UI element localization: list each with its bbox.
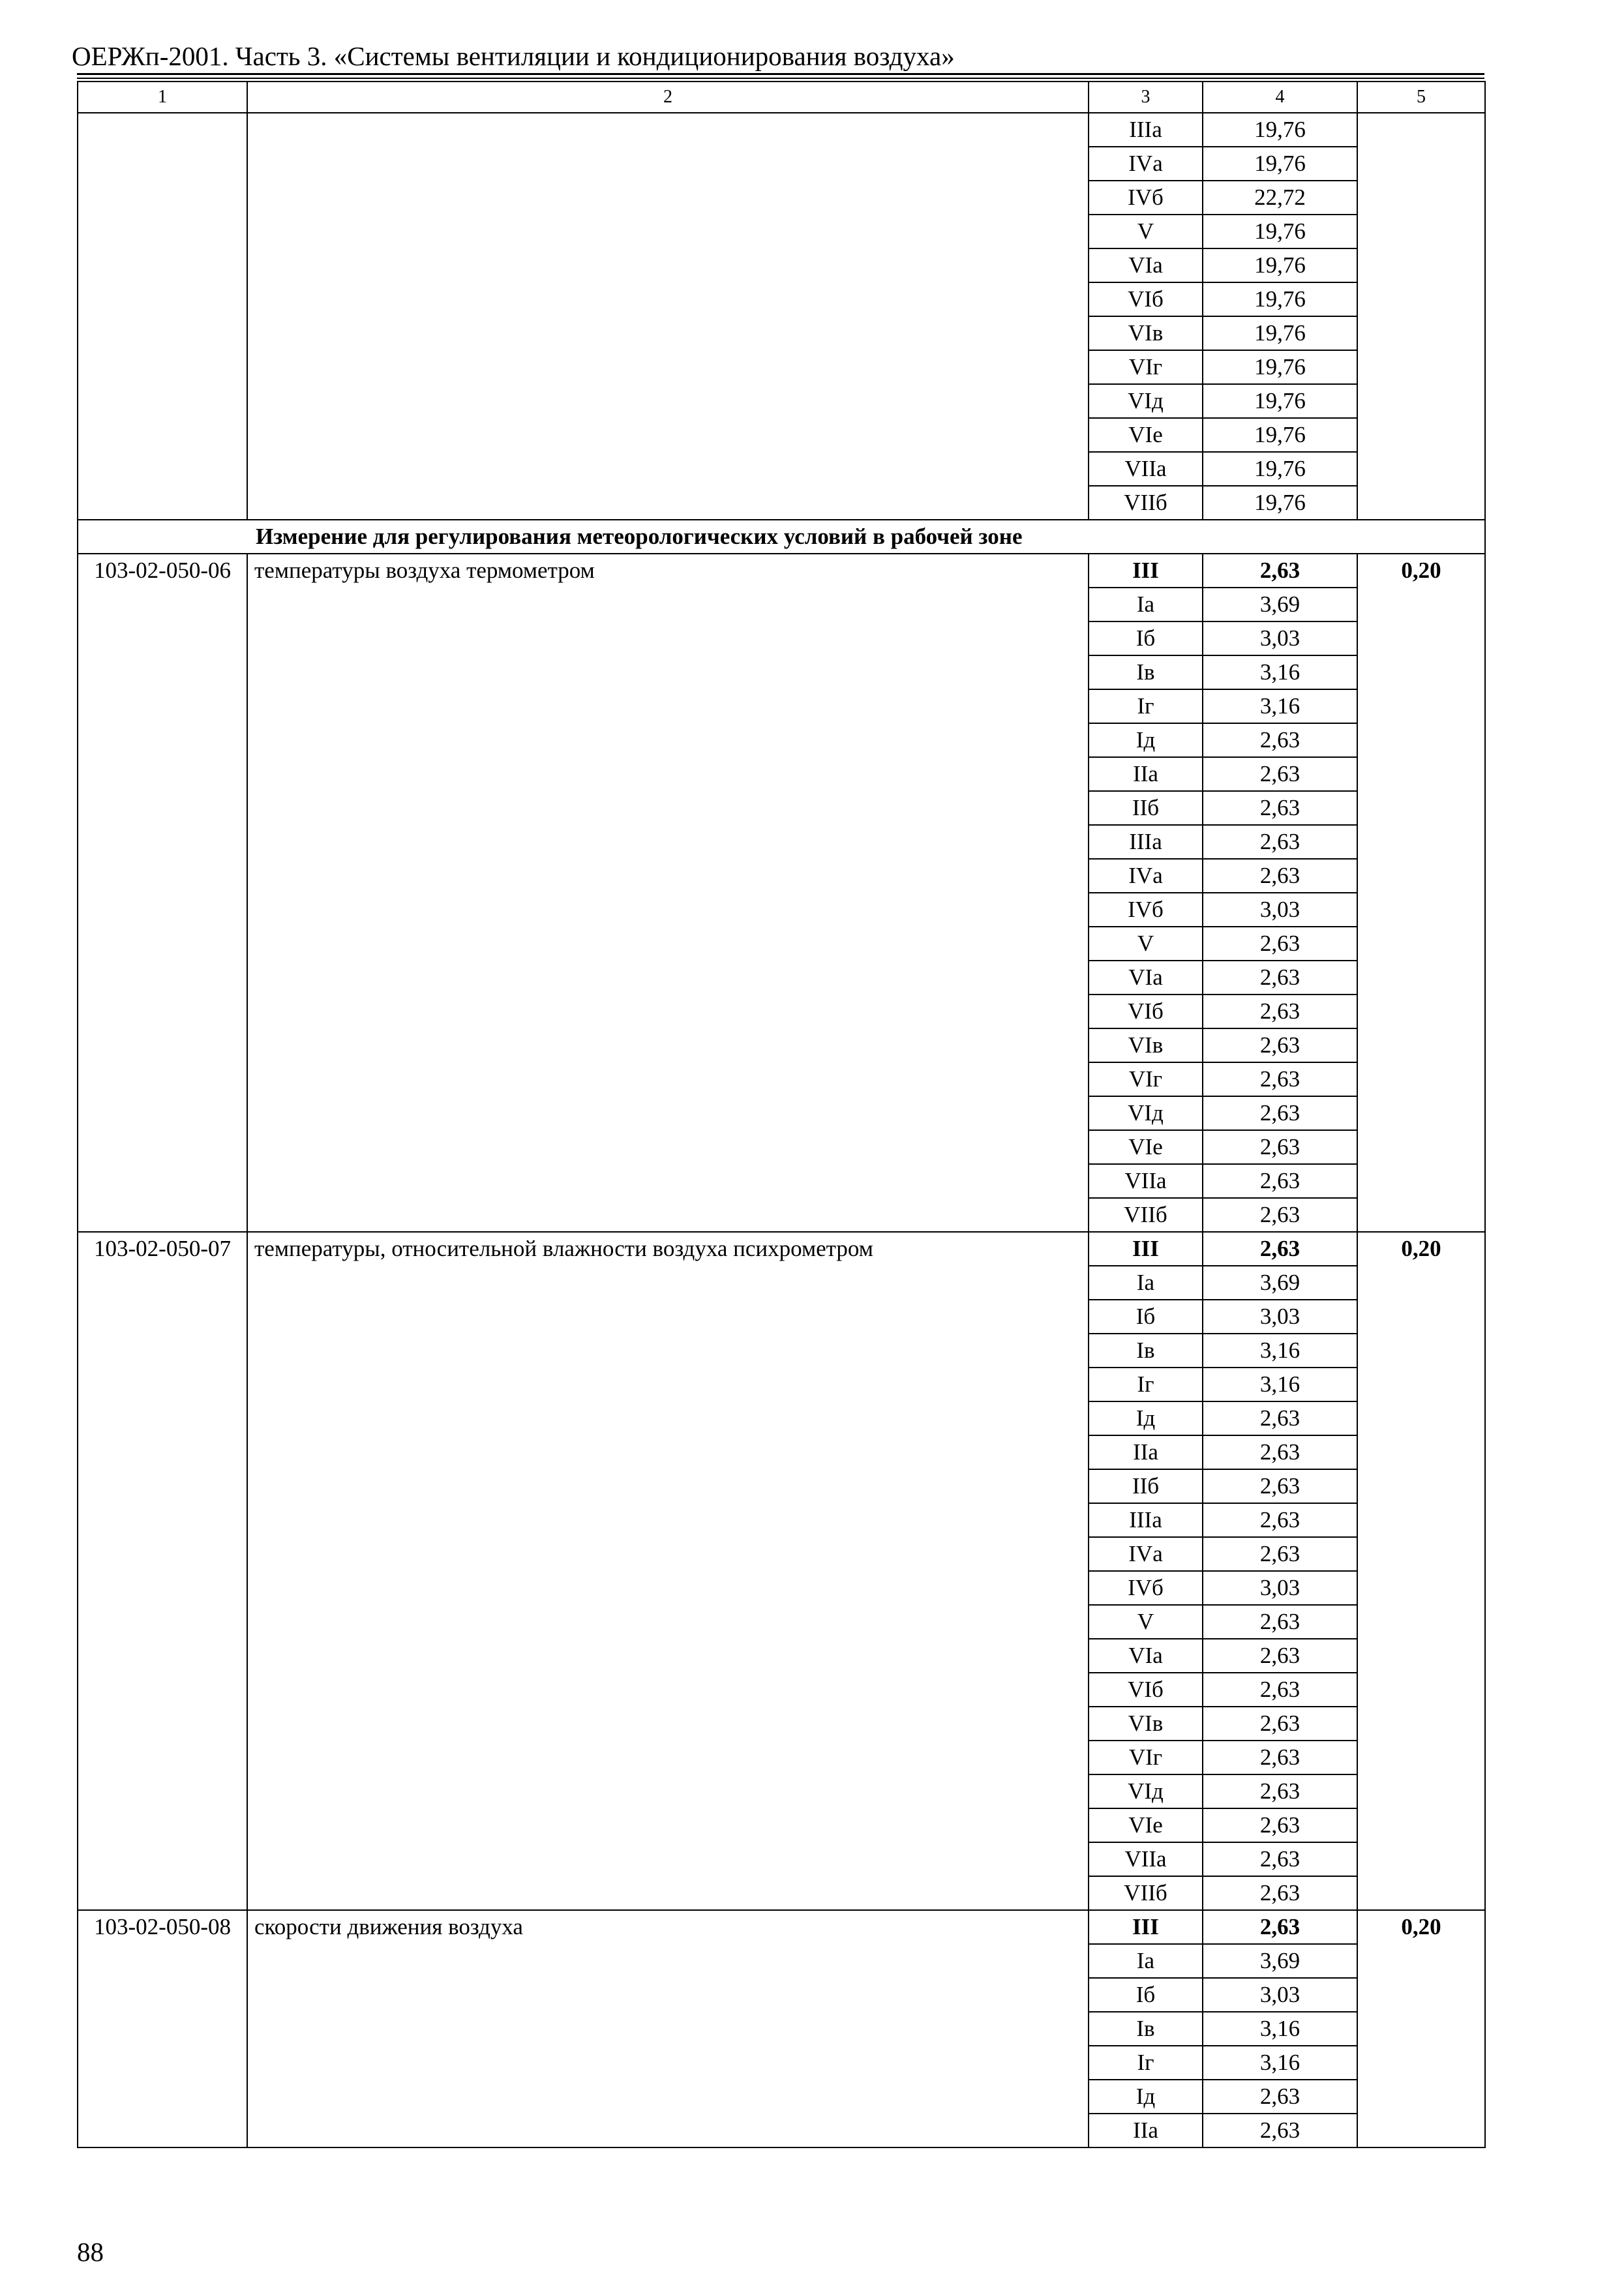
value-cell: 2,63 [1203, 995, 1357, 1028]
zone-cell: Iв [1089, 655, 1203, 689]
page-number: 88 [77, 2237, 104, 2267]
zone-cell: Iа [1089, 1944, 1203, 1978]
value-cell: 2,63 [1203, 1910, 1357, 1944]
coefficient-cell: 0,20 [1357, 1910, 1485, 2147]
zone-cell: IVб [1089, 893, 1203, 927]
zone-cell: III [1089, 1232, 1203, 1266]
zone-cell: VIб [1089, 995, 1203, 1028]
value-cell: 19,76 [1203, 316, 1357, 350]
zone-cell: IVа [1089, 1537, 1203, 1571]
zone-cell: VIг [1089, 350, 1203, 384]
value-cell: 19,76 [1203, 147, 1357, 181]
value-cell: 2,63 [1203, 1096, 1357, 1130]
description-cell: скорости движения воздуха [247, 1910, 1089, 2147]
value-cell: 2,63 [1203, 961, 1357, 995]
zone-cell: IIIа [1089, 825, 1203, 859]
zone-cell: VIе [1089, 1808, 1203, 1842]
value-cell: 19,76 [1203, 282, 1357, 316]
zone-cell: VIIа [1089, 452, 1203, 486]
zone-cell: VIв [1089, 1028, 1203, 1062]
value-cell: 2,63 [1203, 1130, 1357, 1164]
code-cell: 103-02-050-08 [78, 1910, 247, 2147]
value-cell: 2,63 [1203, 1537, 1357, 1571]
value-cell: 19,76 [1203, 384, 1357, 418]
value-cell: 2,63 [1203, 859, 1357, 893]
header-rule [77, 78, 1484, 79]
zone-cell: VIг [1089, 1062, 1203, 1096]
zone-cell: VIа [1089, 961, 1203, 995]
value-cell: 19,76 [1203, 113, 1357, 147]
value-cell: 2,63 [1203, 927, 1357, 961]
zone-cell: Iд [1089, 723, 1203, 757]
value-cell: 2,63 [1203, 1808, 1357, 1842]
page-header-title: ОЕРЖп-2001. Часть 3. «Системы вентиляции и кондиционирования воздуха» [72, 41, 955, 71]
section-row [78, 520, 1485, 554]
value-cell: 3,03 [1203, 893, 1357, 927]
value-cell: 3,03 [1203, 1571, 1357, 1605]
zone-cell: VIе [1089, 1130, 1203, 1164]
table-row [78, 113, 1485, 147]
value-cell: 2,63 [1203, 791, 1357, 825]
value-cell: 3,16 [1203, 655, 1357, 689]
value-cell: 19,76 [1203, 452, 1357, 486]
value-cell: 3,69 [1203, 1944, 1357, 1978]
header-rule [77, 73, 1484, 75]
value-cell: 2,63 [1203, 1639, 1357, 1673]
coefficient-cell: 0,20 [1357, 554, 1485, 1232]
value-cell: 2,63 [1203, 723, 1357, 757]
value-cell: 3,03 [1203, 1300, 1357, 1334]
column-number: 5 [1357, 82, 1485, 113]
zone-cell: VIа [1089, 1639, 1203, 1673]
zone-cell: IVа [1089, 147, 1203, 181]
zone-cell: IVб [1089, 1571, 1203, 1605]
value-cell: 3,16 [1203, 1334, 1357, 1368]
zone-cell: IIа [1089, 2114, 1203, 2147]
zone-cell: V [1089, 1605, 1203, 1639]
zone-cell: Iд [1089, 1401, 1203, 1435]
zone-cell: VIд [1089, 384, 1203, 418]
column-numbers-row [78, 82, 1485, 113]
zone-cell: Iг [1089, 1368, 1203, 1401]
zone-cell: V [1089, 927, 1203, 961]
value-cell: 2,63 [1203, 1673, 1357, 1707]
zone-cell: IIа [1089, 757, 1203, 791]
value-cell: 19,76 [1203, 418, 1357, 452]
value-cell: 2,63 [1203, 1469, 1357, 1503]
value-cell: 2,63 [1203, 1401, 1357, 1435]
value-cell: 19,76 [1203, 486, 1357, 520]
value-cell: 2,63 [1203, 2080, 1357, 2114]
zone-cell: VIIб [1089, 1876, 1203, 1910]
zone-cell: Iг [1089, 2046, 1203, 2080]
zone-cell: VIIб [1089, 1198, 1203, 1232]
description-cell [247, 113, 1089, 520]
zone-cell: IVа [1089, 859, 1203, 893]
value-cell: 2,63 [1203, 2114, 1357, 2147]
zone-cell: Iа [1089, 588, 1203, 621]
column-number: 3 [1089, 82, 1203, 113]
value-cell: 19,76 [1203, 248, 1357, 282]
zone-cell: Iб [1089, 1978, 1203, 2012]
code-cell: 103-02-050-06 [78, 554, 247, 1232]
value-cell: 3,03 [1203, 621, 1357, 655]
value-cell: 2,63 [1203, 554, 1357, 588]
zone-cell: IIа [1089, 1435, 1203, 1469]
value-cell: 19,76 [1203, 215, 1357, 248]
value-cell: 2,63 [1203, 1062, 1357, 1096]
value-cell: 3,16 [1203, 2046, 1357, 2080]
zone-cell: VIе [1089, 418, 1203, 452]
coefficient-cell [1357, 113, 1485, 520]
value-cell: 2,63 [1203, 825, 1357, 859]
value-cell: 2,63 [1203, 1605, 1357, 1639]
section-title: Измерение для регулирования метеорологических условий в рабочей зоне [78, 520, 1485, 554]
zone-cell: V [1089, 215, 1203, 248]
zone-cell: Iа [1089, 1266, 1203, 1300]
value-cell: 2,63 [1203, 1503, 1357, 1537]
value-cell: 2,63 [1203, 1842, 1357, 1876]
zone-cell: VIIб [1089, 486, 1203, 520]
value-cell: 3,16 [1203, 689, 1357, 723]
zone-cell: Iб [1089, 1300, 1203, 1334]
value-cell: 2,63 [1203, 1164, 1357, 1198]
value-cell: 22,72 [1203, 181, 1357, 215]
zone-cell: Iб [1089, 621, 1203, 655]
value-cell: 3,69 [1203, 588, 1357, 621]
value-cell: 2,63 [1203, 1435, 1357, 1469]
zone-cell: VIIа [1089, 1164, 1203, 1198]
column-number: 2 [247, 82, 1089, 113]
zone-cell: IIIа [1089, 1503, 1203, 1537]
zone-cell: Iг [1089, 689, 1203, 723]
zone-cell: VIг [1089, 1741, 1203, 1774]
zone-cell: IIб [1089, 791, 1203, 825]
zone-cell: Iд [1089, 2080, 1203, 2114]
value-cell: 3,69 [1203, 1266, 1357, 1300]
zone-cell: III [1089, 1910, 1203, 1944]
value-cell: 2,63 [1203, 1707, 1357, 1741]
code-cell [78, 113, 247, 520]
value-cell: 19,76 [1203, 350, 1357, 384]
column-number: 1 [78, 82, 247, 113]
value-cell: 3,03 [1203, 1978, 1357, 2012]
zone-cell: Iв [1089, 1334, 1203, 1368]
value-cell: 2,63 [1203, 1232, 1357, 1266]
table-row [78, 1910, 1485, 1944]
zone-cell: VIIа [1089, 1842, 1203, 1876]
value-cell: 3,16 [1203, 1368, 1357, 1401]
code-cell: 103-02-050-07 [78, 1232, 247, 1910]
zone-cell: IIIа [1089, 113, 1203, 147]
zone-cell: IVб [1089, 181, 1203, 215]
value-cell: 2,63 [1203, 757, 1357, 791]
value-cell: 2,63 [1203, 1876, 1357, 1910]
value-cell: 2,63 [1203, 1741, 1357, 1774]
zone-cell: VIд [1089, 1096, 1203, 1130]
zone-cell: VIв [1089, 1707, 1203, 1741]
coefficient-cell: 0,20 [1357, 1232, 1485, 1910]
value-cell: 3,16 [1203, 2012, 1357, 2046]
column-number: 4 [1203, 82, 1357, 113]
zone-cell: VIв [1089, 316, 1203, 350]
value-cell: 2,63 [1203, 1028, 1357, 1062]
description-cell: температуры воздуха термометром [247, 554, 1089, 1232]
zone-cell: VIб [1089, 282, 1203, 316]
zone-cell: Iв [1089, 2012, 1203, 2046]
zone-cell: III [1089, 554, 1203, 588]
value-cell: 2,63 [1203, 1198, 1357, 1232]
zone-cell: VIа [1089, 248, 1203, 282]
zone-cell: VIб [1089, 1673, 1203, 1707]
value-cell: 2,63 [1203, 1774, 1357, 1808]
table-row [78, 1232, 1485, 1266]
zone-cell: IIб [1089, 1469, 1203, 1503]
table-row [78, 554, 1485, 588]
rates-table [77, 81, 1486, 2148]
zone-cell: VIд [1089, 1774, 1203, 1808]
description-cell: температуры, относительной влажности воздуха психрометром [247, 1232, 1089, 1910]
rates-table-body [78, 82, 1485, 2147]
